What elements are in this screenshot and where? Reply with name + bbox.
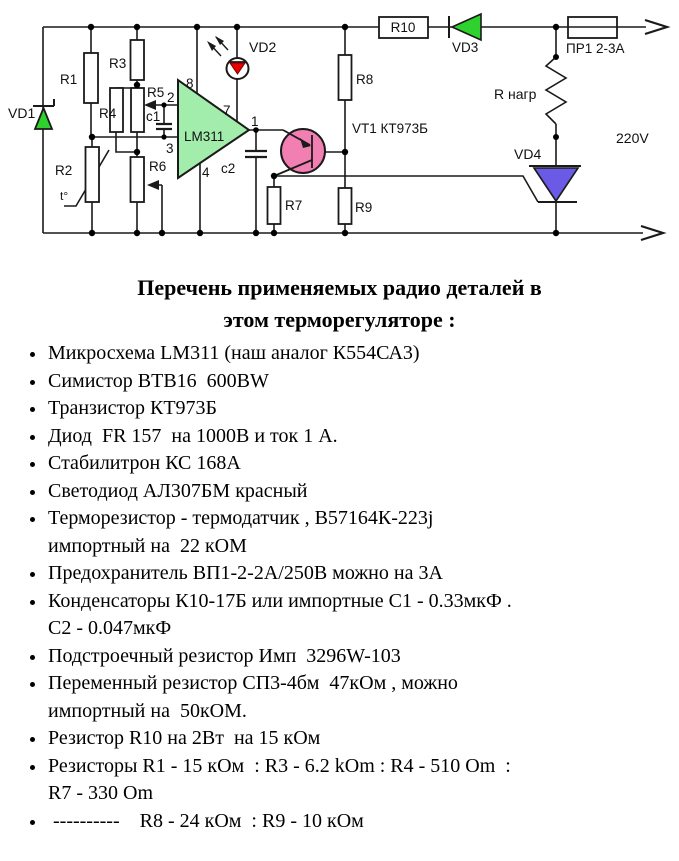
led-vd2 bbox=[207, 36, 249, 79]
resistor-r1 bbox=[84, 53, 98, 103]
list-item bbox=[0, 368, 673, 396]
item-text: R7 - 330 Om bbox=[48, 782, 153, 804]
title-line-1: Перечень применяемых радио деталей в bbox=[137, 275, 542, 300]
label-lm311: LM311 bbox=[184, 129, 225, 144]
parts-list bbox=[0, 340, 673, 835]
triac-vd4 bbox=[529, 166, 581, 202]
list-item bbox=[0, 450, 673, 478]
top-rail-arrow-icon bbox=[645, 20, 667, 34]
list-item bbox=[0, 395, 673, 423]
item-text: Микросхема LM311 (наш аналог К554СА3) bbox=[48, 342, 420, 364]
zener-triangle-icon bbox=[35, 108, 52, 129]
resistor-r5-trimmer bbox=[131, 88, 144, 132]
resistor-r3 bbox=[131, 40, 145, 80]
list-item bbox=[0, 423, 673, 451]
load-resistor-zigzag bbox=[546, 57, 566, 124]
item-text: Переменный резистор СП3-4бм 47кОм , можно bbox=[48, 672, 458, 694]
label-c1: c1 bbox=[146, 109, 161, 124]
list-item bbox=[0, 505, 673, 560]
item-text: Конденсаторы К10-17Б или импортные С1 - 0.33мкФ . bbox=[48, 589, 512, 612]
label-r2: R2 bbox=[55, 163, 73, 178]
item-text: Транзистор КТ973Б bbox=[48, 397, 218, 419]
item-text: Терморезистор - термодатчик , В57164К-223j bbox=[48, 507, 434, 529]
transistor-circle bbox=[281, 129, 325, 173]
item-text: Диод FR 157 на 1000В и ток 1 А. bbox=[48, 424, 338, 447]
title-line-2: этом терморегуляторе : bbox=[223, 307, 456, 332]
parts-list-title bbox=[0, 272, 679, 336]
thermoregulator-schematic bbox=[0, 0, 679, 252]
label-r8: R8 bbox=[356, 72, 374, 87]
label-vd2: VD2 bbox=[249, 39, 277, 55]
bottom-rail-arrow-icon bbox=[641, 226, 663, 240]
label-vd3: VD3 bbox=[452, 40, 479, 55]
label-pin1: 1 bbox=[251, 114, 259, 129]
triac-triangle-icon bbox=[534, 168, 578, 201]
label-r6: R6 bbox=[149, 159, 167, 174]
item-text: Симистор BTB16 600BW bbox=[48, 369, 269, 392]
list-item bbox=[0, 588, 673, 643]
label-r10: R10 bbox=[390, 20, 416, 35]
label-voltage: 220V bbox=[616, 130, 649, 146]
item-text: ---------- R8 - 24 кОм : R9 - 10 кОм bbox=[48, 809, 364, 832]
item-text: С2 - 0.047мкФ bbox=[48, 617, 172, 639]
list-item bbox=[0, 560, 673, 588]
label-vt1: VT1 КТ973Б bbox=[352, 121, 429, 136]
label-r1: R1 bbox=[60, 72, 78, 87]
item-text: Резисторы R1 - 15 кОм : R3 - 6.2 kOm : R4 - 510 Om : bbox=[48, 754, 511, 777]
list-item bbox=[0, 808, 673, 836]
item-text: импортный на 22 кОМ bbox=[48, 534, 247, 557]
label-vd4: VD4 bbox=[514, 146, 542, 162]
label-r4: R4 bbox=[99, 106, 117, 121]
label-pin8: 8 bbox=[186, 76, 194, 91]
list-item bbox=[0, 725, 673, 753]
resistor-r6-potentiometer bbox=[131, 157, 145, 202]
item-text: импортный на 50кОМ. bbox=[48, 699, 247, 722]
label-pin7: 7 bbox=[223, 103, 231, 118]
resistor-r7 bbox=[268, 187, 281, 224]
list-item bbox=[0, 478, 673, 506]
label-r3: R3 bbox=[109, 56, 127, 71]
label-pin2: 2 bbox=[167, 90, 175, 105]
resistor-r2-thermistor bbox=[86, 147, 100, 202]
label-r7: R7 bbox=[285, 198, 303, 213]
label-thermistor-mark: t° bbox=[60, 189, 69, 203]
item-text: Предохранитель ВП1-2-2А/250В можно на 3А bbox=[48, 562, 443, 584]
list-item bbox=[0, 670, 673, 725]
label-fuse: ПР1 2-3А bbox=[566, 41, 625, 56]
list-item bbox=[0, 753, 673, 808]
transistor-vt1 bbox=[274, 129, 325, 176]
list-item bbox=[0, 340, 673, 368]
item-text: Стабилитрон КС 168А bbox=[48, 452, 241, 474]
label-pin4: 4 bbox=[202, 165, 210, 180]
item-text: Резистор R10 на 2Вт на 15 кОм bbox=[48, 727, 321, 749]
list-item bbox=[0, 643, 673, 671]
label-r5: R5 bbox=[147, 85, 165, 100]
item-text: Светодиод АЛ307БМ красный bbox=[48, 479, 308, 502]
item-text: Подстроечный резистор Имп 3296W-103 bbox=[48, 644, 401, 667]
diode-vd3 bbox=[449, 14, 481, 40]
label-r9: R9 bbox=[355, 200, 373, 215]
label-r-load: R нагр bbox=[494, 86, 537, 102]
label-c2: c2 bbox=[221, 161, 236, 176]
label-vd1: VD1 bbox=[8, 105, 36, 121]
resistor-r8 bbox=[339, 55, 352, 100]
label-pin3: 3 bbox=[166, 141, 174, 156]
diode-triangle-icon bbox=[452, 14, 481, 40]
resistor-r9 bbox=[339, 188, 352, 224]
r6-wiper-arrow-icon bbox=[147, 180, 159, 190]
